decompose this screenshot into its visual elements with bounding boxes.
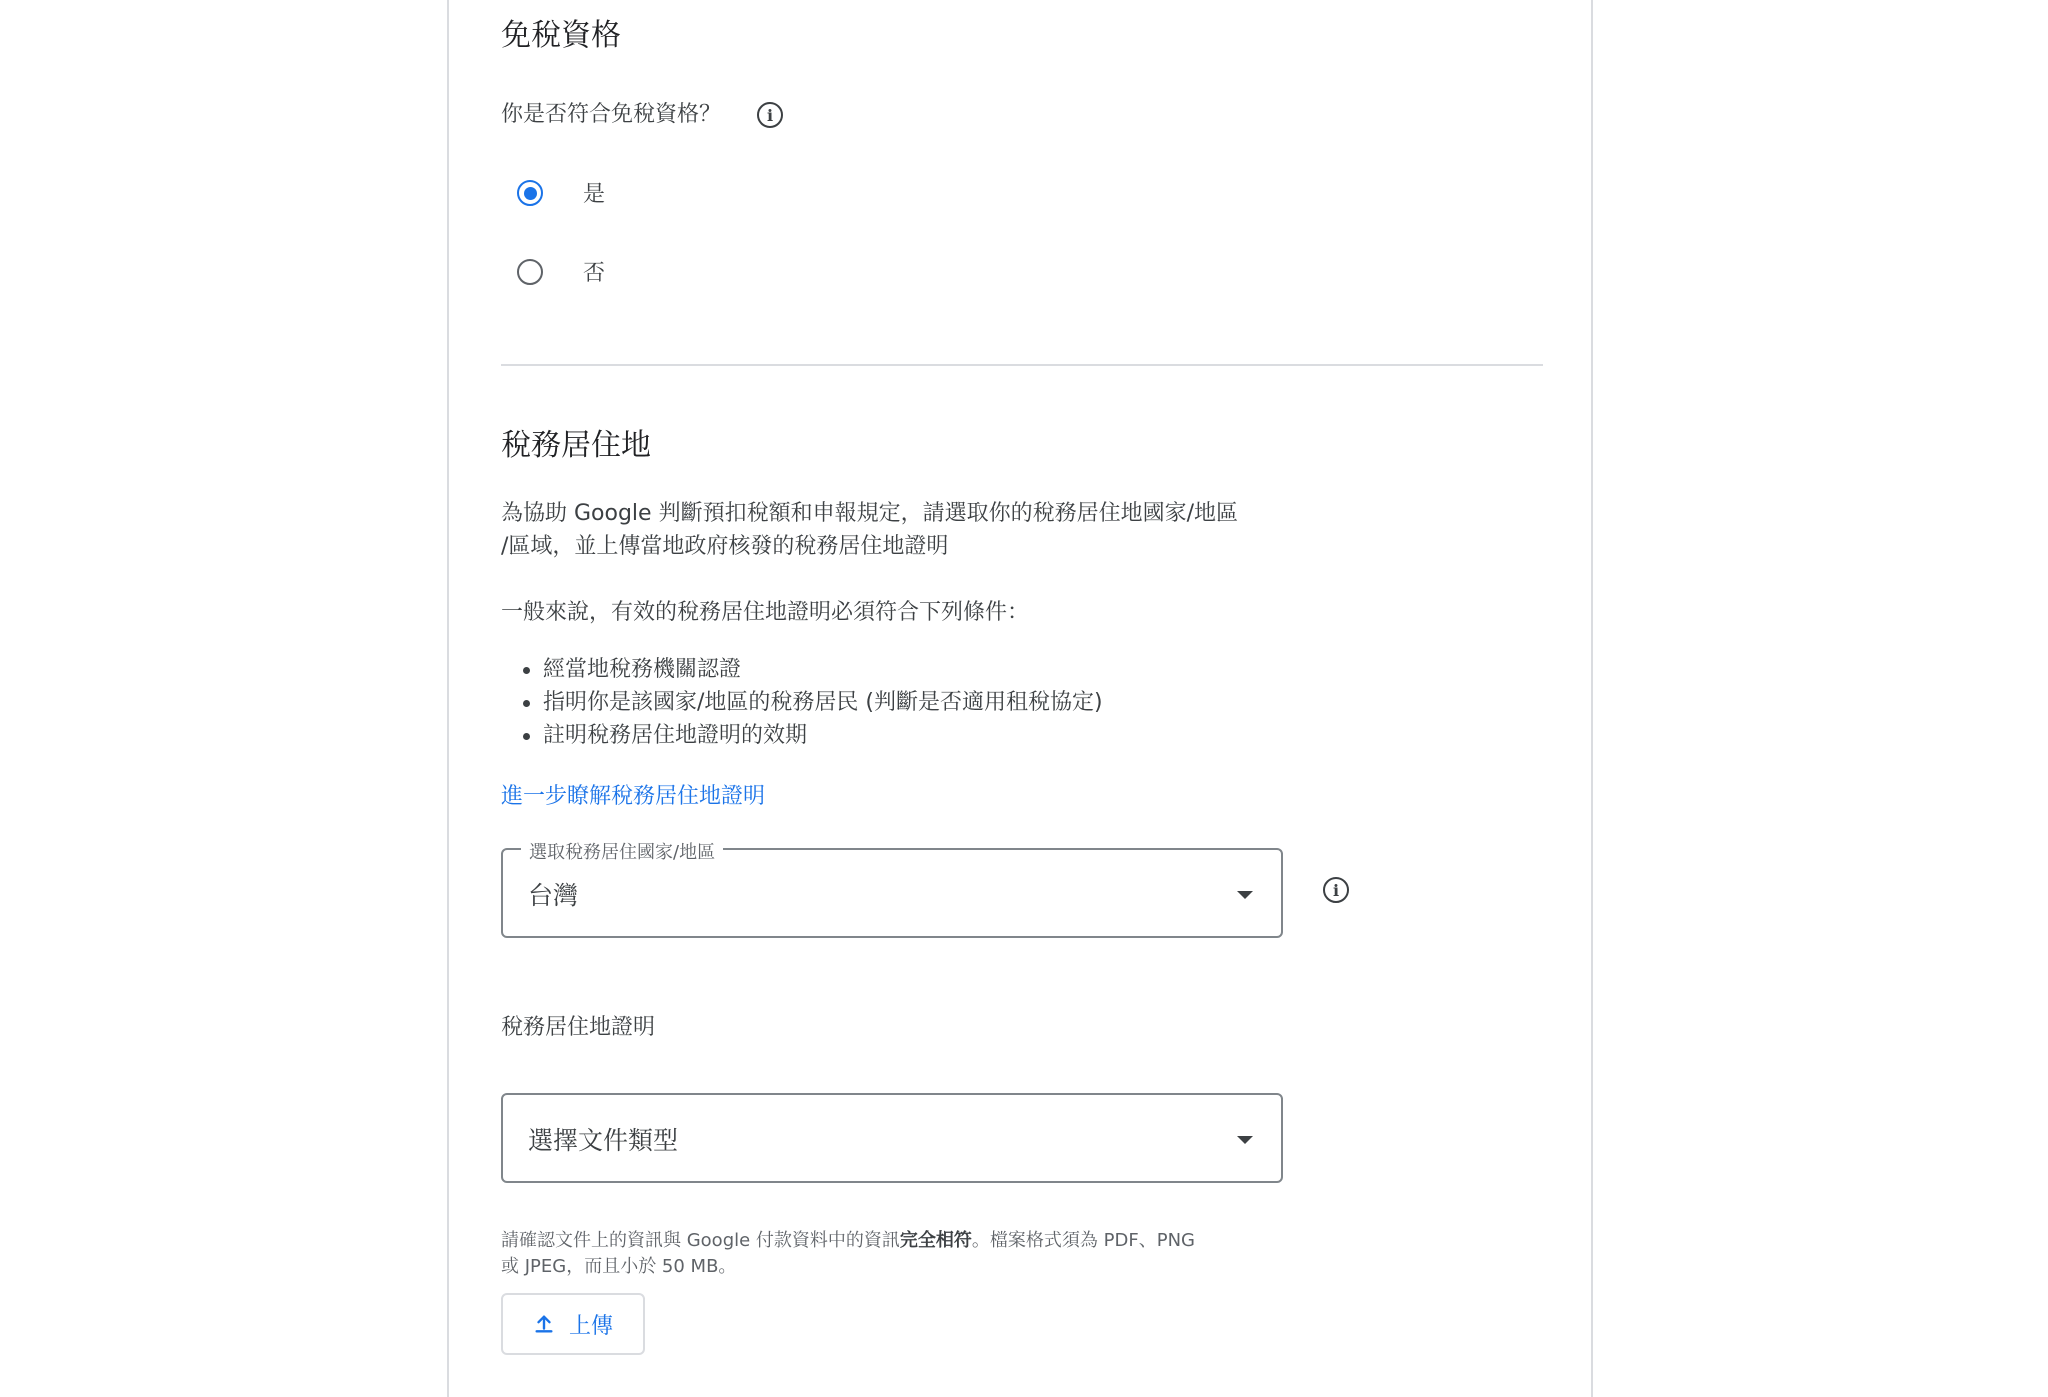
radio-yes-label[interactable]: 是 <box>583 182 606 207</box>
list-item: 註明稅務居住地證明的效期 <box>511 719 1103 752</box>
conditions-list <box>511 653 1103 752</box>
country-select-value: 台灣 <box>528 881 579 910</box>
radio-no[interactable] <box>517 259 543 285</box>
residency-description-line1: 為協助 Google 判斷預扣稅額和申報規定，請選取你的稅務居住地國家/地區 <box>501 501 1238 526</box>
list-item: 指明你是該國家/地區的稅務居民 (判斷是否適用租稅協定) <box>511 686 1103 719</box>
document-type-placeholder: 選擇文件類型 <box>528 1126 679 1155</box>
document-type-select[interactable] <box>501 1093 1283 1183</box>
dropdown-arrow-icon <box>1237 891 1253 899</box>
radio-unchecked-icon[interactable] <box>517 259 543 285</box>
conditions-intro: 一般來說，有效的稅務居住地證明必須符合下列條件： <box>501 600 1030 625</box>
info-icon[interactable]: i <box>757 102 783 128</box>
country-select[interactable] <box>501 842 1283 938</box>
exemption-question: 你是否符合免稅資格？ <box>501 102 722 127</box>
residency-description-line2: /區域，並上傳當地政府核發的稅務居住地證明 <box>501 534 949 559</box>
upload-note-bold: 完全相符 <box>899 1230 972 1251</box>
radio-no-label[interactable]: 否 <box>583 261 606 286</box>
upload-note-text: 請確認文件上的資訊與 Google 付款資料中的資訊 <box>501 1230 900 1251</box>
country-select-label: 選取稅務居住國家/地區 <box>521 838 723 864</box>
certificate-label: 稅務居住地證明 <box>501 1015 656 1040</box>
upload-icon <box>533 1313 555 1335</box>
dropdown-arrow-icon <box>1237 1136 1253 1144</box>
learn-more-link[interactable]: 進一步瞭解稅務居住地證明 <box>501 784 766 809</box>
radio-yes[interactable] <box>517 180 543 206</box>
upload-note-text: 。檔案格式須為 PDF、PNG <box>971 1230 1195 1251</box>
upload-button-label: 上傳 <box>568 1313 613 1339</box>
exemption-heading: 免稅資格 <box>501 18 621 53</box>
upload-note-line2: 或 JPEG，而且小於 50 MB。 <box>501 1256 737 1277</box>
list-item: 經當地稅務機關認證 <box>511 653 1103 686</box>
upload-button[interactable] <box>501 1293 645 1355</box>
radio-checked-icon[interactable] <box>517 180 543 206</box>
info-icon[interactable]: i <box>1323 877 1349 903</box>
tax-form-card <box>447 0 1593 1397</box>
section-divider <box>501 364 1543 366</box>
residency-heading: 稅務居住地 <box>501 428 651 463</box>
upload-note-line1 <box>501 1228 1195 1254</box>
